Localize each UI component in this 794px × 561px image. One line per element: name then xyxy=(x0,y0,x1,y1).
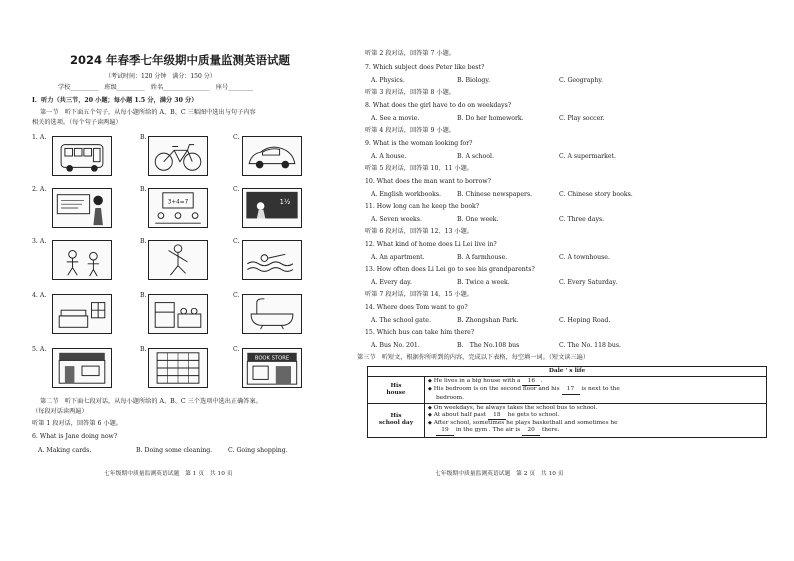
q9-option-b: B. A school. xyxy=(457,153,494,160)
question-14: 14. Where does Tom want to go? xyxy=(365,304,468,311)
question-9: 9. What is the woman looking for? xyxy=(365,140,473,147)
q1-b-label: B. xyxy=(140,134,147,141)
dialogue-7-header: 听第 7 段对话，回答第 14、15 小题。 xyxy=(365,291,473,298)
q3-c-label: C. xyxy=(233,238,240,245)
dialogue-1-header: 听第 1 段对话，回答第 6 小题。 xyxy=(32,420,122,427)
part1-instruction: 第一节 听下面五个句子，从每小题所给的 A、B、C 三幅图中选出与句子内容 xyxy=(40,109,256,116)
picture-math-class xyxy=(148,188,208,228)
q6-option-a: A. Making cards. xyxy=(38,447,92,454)
dales-life-table xyxy=(367,366,767,438)
q13-option-a: A. Every day. xyxy=(371,279,412,286)
blank-20[interactable]: 20 xyxy=(522,427,540,435)
question-15: 15. Which bus can take him there? xyxy=(365,329,475,336)
q5-c-label: C. xyxy=(233,346,240,353)
q14-option-a: A. The school gate. xyxy=(371,317,431,324)
q3-b-label: B. xyxy=(140,238,147,245)
math-board-text: 3+4=7 xyxy=(167,199,189,206)
dialogue-4-header: 听第 4 段对话，回答第 9 小题。 xyxy=(365,127,455,134)
page-2 xyxy=(357,0,794,561)
picture-bicycle xyxy=(148,136,208,176)
picture-bookstore xyxy=(242,348,302,388)
q9-option-c: C. A supermarket. xyxy=(559,153,617,160)
q10-option-c: C. Chinese story books. xyxy=(559,191,633,198)
question-6: 6. What is Jane doing now? xyxy=(32,433,118,440)
exam-title: 2024 年春季七年级期中质量监测英语试题 xyxy=(70,53,291,67)
q11-option-c: C. Three days. xyxy=(559,216,605,223)
q1-label: 1. A. xyxy=(32,134,47,141)
q8-option-a: A. See a movie. xyxy=(371,115,420,122)
q2-b-label: B. xyxy=(140,186,147,193)
q15-option-c: C. The No. 118 bus. xyxy=(559,342,622,349)
part3-instruction: 第三节 听短文，根据你所听到的内容，完成以下表格，每空填一词。（短文读三遍） xyxy=(357,354,590,361)
q10-option-a: A. English workbooks. xyxy=(371,191,441,198)
picture-swimming xyxy=(242,240,302,280)
q15-option-b: B. The No.108 bus xyxy=(457,342,520,349)
q5-b-label: B. xyxy=(140,346,147,353)
picture-playground xyxy=(52,240,112,280)
blank-17[interactable]: 17 xyxy=(562,386,580,394)
picture-car xyxy=(242,136,302,176)
part1-instruction-cont: 相关的选项。（每个句子读两遍） xyxy=(32,119,122,126)
bookstore-sign: BOOK STORE xyxy=(254,355,290,362)
q6-option-c: C. Going shopping. xyxy=(228,447,288,454)
picture-restaurant xyxy=(52,348,112,388)
dialogue-2-header: 听第 2 段对话，回答第 7 小题。 xyxy=(365,50,455,57)
q14-option-b: B. Zhongshan Park. xyxy=(457,317,519,324)
q9-option-a: A. A house. xyxy=(371,153,407,160)
dialogue-3-header: 听第 3 段对话，回答第 8 小题。 xyxy=(365,89,455,96)
picture-building xyxy=(148,348,208,388)
q14-option-c: C. Heping Road. xyxy=(559,317,611,324)
question-7: 7. Which subject does Peter like best? xyxy=(365,64,485,71)
q11-option-a: A. Seven weeks. xyxy=(371,216,422,223)
q8-option-c: C. Play soccer. xyxy=(559,115,605,122)
q5-label: 5. A. xyxy=(32,346,47,353)
q7-option-b: B. Biology. xyxy=(457,77,491,84)
section1-header: Ⅰ．听力（共三节，20 小题；每小题 1.5 分，满分 30 分） xyxy=(32,97,198,104)
q12-option-c: C. A townhouse. xyxy=(559,254,610,261)
diamond-icon: ◆ xyxy=(428,378,432,385)
picture-kitchen xyxy=(148,294,208,334)
picture-blackboard xyxy=(242,188,302,228)
q12-option-b: B. A farmhouse. xyxy=(457,254,508,261)
q3-label: 3. A. xyxy=(32,238,47,245)
blank-16[interactable]: 16 xyxy=(522,378,540,386)
q12-option-a: A. An apartment. xyxy=(371,254,425,261)
blank-18[interactable]: 18 xyxy=(488,412,506,420)
q11-option-b: B. One week. xyxy=(457,216,499,223)
q2-c-label: C. xyxy=(233,186,240,193)
picture-bus xyxy=(52,136,112,176)
q7-option-c: C. Geography. xyxy=(559,77,603,84)
diamond-icon: ◆ xyxy=(428,420,432,427)
school-day-label: His school day xyxy=(368,403,425,437)
q6-option-b: B. Doing some cleaning. xyxy=(136,447,213,454)
q15-option-a: A. Bus No. 201. xyxy=(371,342,420,349)
q7-option-a: A. Physics. xyxy=(371,77,405,84)
page-1-footer: 七年级期中质量监测英语试题 第 1 页 共 10 页 xyxy=(104,471,233,477)
table-title: Dale ' s life xyxy=(368,367,767,377)
part2-instruction: 第二节 听下面七段对话，从每小题所给的 A、B、C 三个选项中选出正确答案。 xyxy=(40,398,262,405)
q4-label: 4. A. xyxy=(32,292,47,299)
diamond-icon: ◆ xyxy=(428,404,432,411)
picture-teacher-board xyxy=(52,188,112,228)
student-fields: 学校_________ 班级_________ 姓名_______________ 座号________ xyxy=(58,84,253,91)
q13-option-c: C. Every Saturday. xyxy=(559,279,618,286)
page-2-footer: 七年级期中质量监测英语试题 第 2 页 共 10 页 xyxy=(435,471,564,477)
school-day-content: ◆ On weekdays, he always takes the school bus to school. ◆ At about half past 18 he gets to school. ◆ After school, sometimes he plays basketball and sometimes he 19 in the gym . The air is 20 there. xyxy=(425,403,767,437)
picture-dancing xyxy=(148,240,208,280)
q4-b-label: B. xyxy=(140,292,147,299)
his-house-content: ◆ He lives in a big house with a 16 . ◆ His bedroom is on the second floor and his 17 is next to the bedroom. xyxy=(425,377,767,404)
diamond-icon: ◆ xyxy=(428,386,432,393)
dialogue-6-header: 听第 6 段对话，回答第 12、13 小题。 xyxy=(365,228,473,235)
q2-label: 2. A. xyxy=(32,186,47,193)
exam-info: （考试时间：120 分钟 满分：150 分） xyxy=(105,73,216,80)
part2-note: （每段对话读两遍） xyxy=(32,408,88,415)
question-10: 10. What does the man want to borrow? xyxy=(365,178,491,185)
picture-living-room xyxy=(52,294,112,334)
picture-bathroom xyxy=(242,294,302,334)
question-8: 8. What does the girl have to do on weekdays? xyxy=(365,102,512,109)
diamond-icon: ◆ xyxy=(428,412,432,419)
q4-c-label: C. xyxy=(233,292,240,299)
question-13: 13. How often does Li Lei go to see his grandparents? xyxy=(365,266,535,273)
blank-19[interactable]: 19 xyxy=(436,427,454,435)
question-11: 11. How long can he keep the book? xyxy=(365,203,480,210)
q1-c-label: C. xyxy=(233,134,240,141)
his-house-label: His house xyxy=(368,377,425,404)
dialogue-5-header: 听第 5 段对话，回答第 10、11 小题。 xyxy=(365,165,473,172)
q8-option-b: B. Do her homework. xyxy=(457,115,524,122)
q13-option-b: B. Twice a week. xyxy=(457,279,510,286)
question-12: 12. What kind of home does Li Lei live in? xyxy=(365,241,497,248)
q10-option-b: B. Chinese newspapers. xyxy=(457,191,533,198)
blackboard-text: 1½ xyxy=(279,198,291,207)
